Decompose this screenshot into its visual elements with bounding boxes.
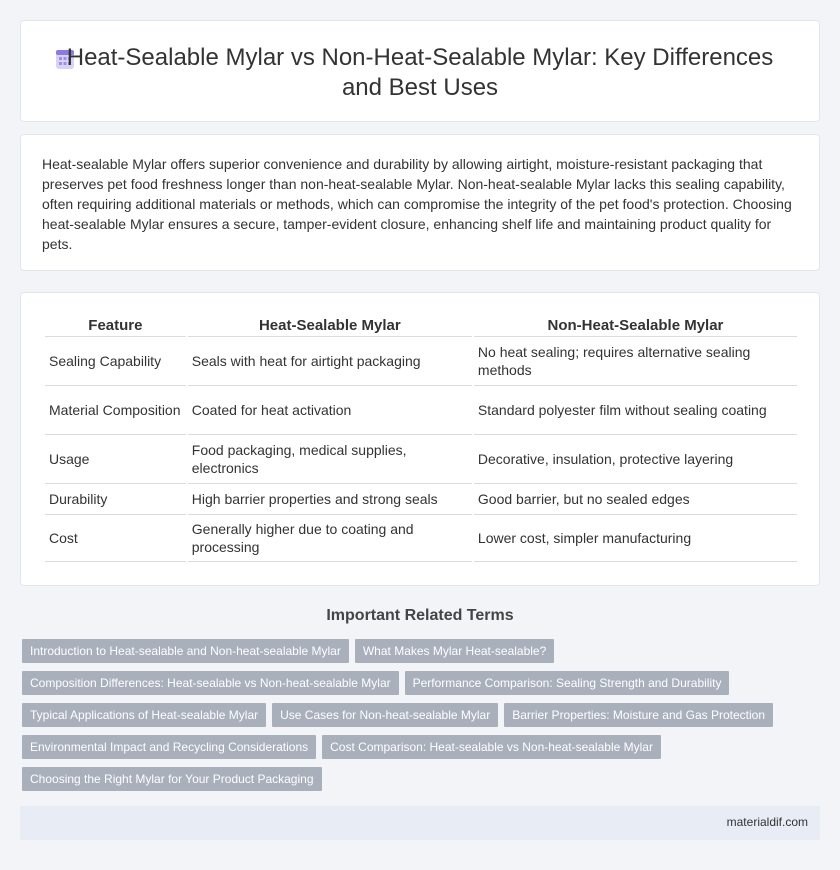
related-term-tag[interactable]: Introduction to Heat-sealable and Non-heat-sealable Mylar	[22, 639, 349, 663]
comparison-table	[43, 313, 799, 562]
footer-bar	[20, 806, 820, 840]
column-header: Feature	[45, 313, 186, 337]
page-title: Heat-Sealable Mylar vs Non-Heat-Sealable Mylar: Key Differences and Best Uses	[66, 44, 774, 101]
table-row	[45, 337, 797, 386]
related-term-tag[interactable]: Barrier Properties: Moisture and Gas Protection	[504, 703, 773, 727]
related-term-tag[interactable]: What Makes Mylar Heat-sealable?	[355, 639, 554, 663]
table-cell: Food packaging, medical supplies, electronics	[188, 435, 472, 484]
related-term-tag[interactable]: Cost Comparison: Heat-sealable vs Non-heat-sealable Mylar	[322, 735, 661, 759]
summary-card	[20, 134, 820, 271]
column-header: Non-Heat-Sealable Mylar	[474, 313, 797, 337]
comparison-card	[20, 292, 820, 586]
table-row	[45, 386, 797, 435]
table-cell: Good barrier, but no sealed edges	[474, 484, 797, 515]
table-cell: Material Composition	[45, 386, 186, 435]
related-term-tag[interactable]: Environmental Impact and Recycling Considerations	[22, 735, 316, 759]
table-cell: Lower cost, simpler manufacturing	[474, 515, 797, 562]
table-cell: Sealing Capability	[45, 337, 186, 386]
table-row	[45, 435, 797, 484]
related-term-tag[interactable]: Use Cases for Non-heat-sealable Mylar	[272, 703, 498, 727]
table-cell: Decorative, insulation, protective layering	[474, 435, 797, 484]
site-name[interactable]: materialdif.com	[726, 815, 808, 829]
table-cell: Coated for heat activation	[188, 386, 472, 435]
related-terms-title: Important Related Terms	[326, 607, 514, 624]
related-terms-list	[22, 639, 822, 799]
table-row	[45, 515, 797, 562]
table-cell: No heat sealing; requires alternative sealing methods	[474, 337, 797, 386]
table-header-row	[45, 313, 797, 337]
related-term-tag[interactable]: Typical Applications of Heat-sealable Mylar	[22, 703, 266, 727]
table-cell: Seals with heat for airtight packaging	[188, 337, 472, 386]
table-cell: Standard polyester film without sealing coating	[474, 386, 797, 435]
related-term-tag[interactable]: Performance Comparison: Sealing Strength and Durability	[405, 671, 730, 695]
table-cell: Generally higher due to coating and processing	[188, 515, 472, 562]
related-term-tag[interactable]: Choosing the Right Mylar for Your Product Packaging	[22, 767, 322, 791]
table-cell: Cost	[45, 515, 186, 562]
related-term-tag[interactable]: Composition Differences: Heat-sealable vs Non-heat-sealable Mylar	[22, 671, 399, 695]
table-cell: High barrier properties and strong seals	[188, 484, 472, 515]
column-header: Heat-Sealable Mylar	[188, 313, 472, 337]
summary-text: Heat-sealable Mylar offers superior convenience and durability by allowing airtight, moisture-resistant packaging that preserves pet food freshness longer than non-heat-sealable Mylar. Non-heat-sealable Mylar lacks this sealing capability, often requiring additional materials or methods, which can compromise the integrity of the pet food's protection. Choosing heat-sealable Mylar ensures a secure, tamper-evident closure, enhancing shelf life and maintaining product quality for pets.	[42, 156, 792, 252]
header-card	[20, 20, 820, 122]
table-row	[45, 484, 797, 515]
table-cell: Durability	[45, 484, 186, 515]
table-cell: Usage	[45, 435, 186, 484]
